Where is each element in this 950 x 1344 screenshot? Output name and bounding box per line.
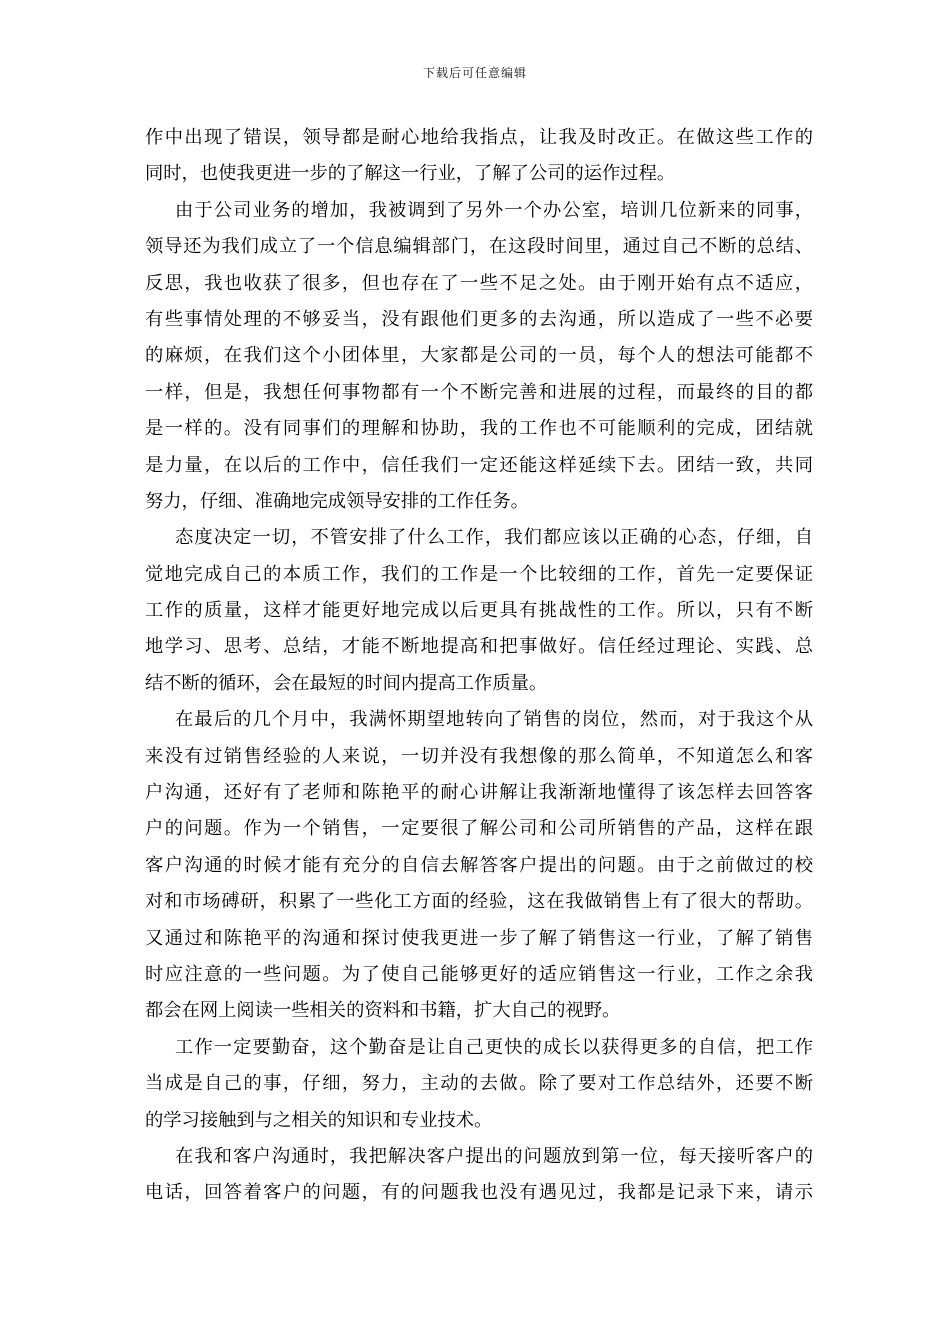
text-line: 地学习、思考、总结，才能不断地提高和把事做好。信任经过理论、实践、总: [145, 636, 813, 658]
text-line: 时应注意的一些问题。为了使自己能够更好的适应销售这一行业，工作之余我: [145, 963, 813, 985]
text-line: 都会在网上阅读一些相关的资料和书籍，扩大自己的视野。: [145, 1000, 621, 1022]
text-line: 反思，我也收获了很多，但也存在了一些不足之处。由于刚开始有点不适应，: [145, 272, 813, 294]
text-line: 的麻烦，在我们这个小团体里，大家都是公司的一员，每个人的想法可能都不: [145, 345, 813, 367]
text-line: 户沟通，还好有了老师和陈艳平的耐心讲解让我渐渐地懂得了该怎样去回答客: [145, 782, 813, 804]
text-line: 有些事情处理的不够妥当，没有跟他们更多的去沟通，所以造成了一些不必要: [145, 308, 813, 330]
text-line: 态度决定一切，不管安排了什么工作，我们都应该以正确的心态，仔细，自: [175, 527, 813, 549]
paragraph: [145, 1139, 813, 1212]
text-line: 努力，仔细、准确地完成领导安排的工作任务。: [145, 490, 529, 512]
text-line: 在最后的几个月中，我满怀期望地转向了销售的岗位，然而，对于我这个从: [175, 709, 813, 731]
paragraph: [145, 520, 813, 702]
text-line: 的学习接触到与之相关的知识和专业技术。: [145, 1109, 493, 1131]
text-line: 是一样的。没有同事们的理解和协助，我的工作也不可能顺利的完成，团结就: [145, 418, 813, 440]
text-line: 户的问题。作为一个销售，一定要很了解公司和公司所销售的产品，这样在跟: [145, 818, 813, 840]
text-line: 是力量，在以后的工作中，信任我们一定还能这样延续下去。团结一致，共同: [145, 454, 813, 476]
text-line: 作中出现了错误，领导都是耐心地给我指点，让我及时改正。在做这些工作的: [145, 127, 813, 148]
paragraph: [145, 702, 813, 1030]
document-body: [145, 120, 813, 1212]
text-line: 对和市场磗研，积累了一些化工方面的经验，这在我做销售上有了很大的帮助。: [145, 891, 813, 913]
text-line: 工作一定要勤奋，这个勤奋是让自己更快的成长以获得更多的自信，把工作: [175, 1036, 813, 1058]
text-line: 领导还为我们成立了一个信息编辑部门，在这段时间里，通过自己不断的总结、: [145, 236, 813, 258]
text-line: 客户沟通的时候才能有充分的自信去解答客户提出的问题。由于之前做过的校: [145, 854, 813, 876]
text-line: 一样，但是，我想任何事物都有一个不断完善和进展的过程，而最终的目的都: [145, 381, 813, 403]
text-line: 由于公司业务的增加，我被调到了另外一个办公室，培训几位新来的同事，: [175, 199, 813, 221]
text-line: 觉地完成自己的本质工作，我们的工作是一个比较细的工作，首先一定要保证: [145, 563, 813, 585]
paragraph: [145, 193, 813, 521]
text-line: 当成是自己的事，仔细，努力，主动的去做。除了要对工作总结外，还要不断: [145, 1073, 813, 1095]
paragraph: [145, 120, 813, 193]
page-header: 下载后可任意编辑: [422, 66, 527, 80]
text-line: 工作的质量，这样才能更好地完成以后更具有挑战性的工作。所以，只有不断: [145, 600, 813, 622]
text-line: 电话，回答着客户的问题，有的问题我也没有遇见过，我都是记录下来，请示: [145, 1182, 813, 1204]
text-line: 在我和客户沟通时，我把解决客户提出的问题放到第一位，每天接听客户的: [175, 1145, 813, 1167]
text-line: 结不断的循环，会在最短的时间内提高工作质量。: [145, 672, 548, 694]
text-line: 来没有过销售经验的人来说，一切并没有我想像的那么简单，不知道怎么和客: [145, 745, 813, 767]
text-line: 同时，也使我更进一步的了解这一行业，了解了公司的运作过程。: [145, 163, 676, 185]
paragraph: [145, 1030, 813, 1139]
text-line: 又通过和陈艳平的沟通和探讨使我更进一步了解了销售这一行业，了解了销售: [145, 927, 813, 949]
